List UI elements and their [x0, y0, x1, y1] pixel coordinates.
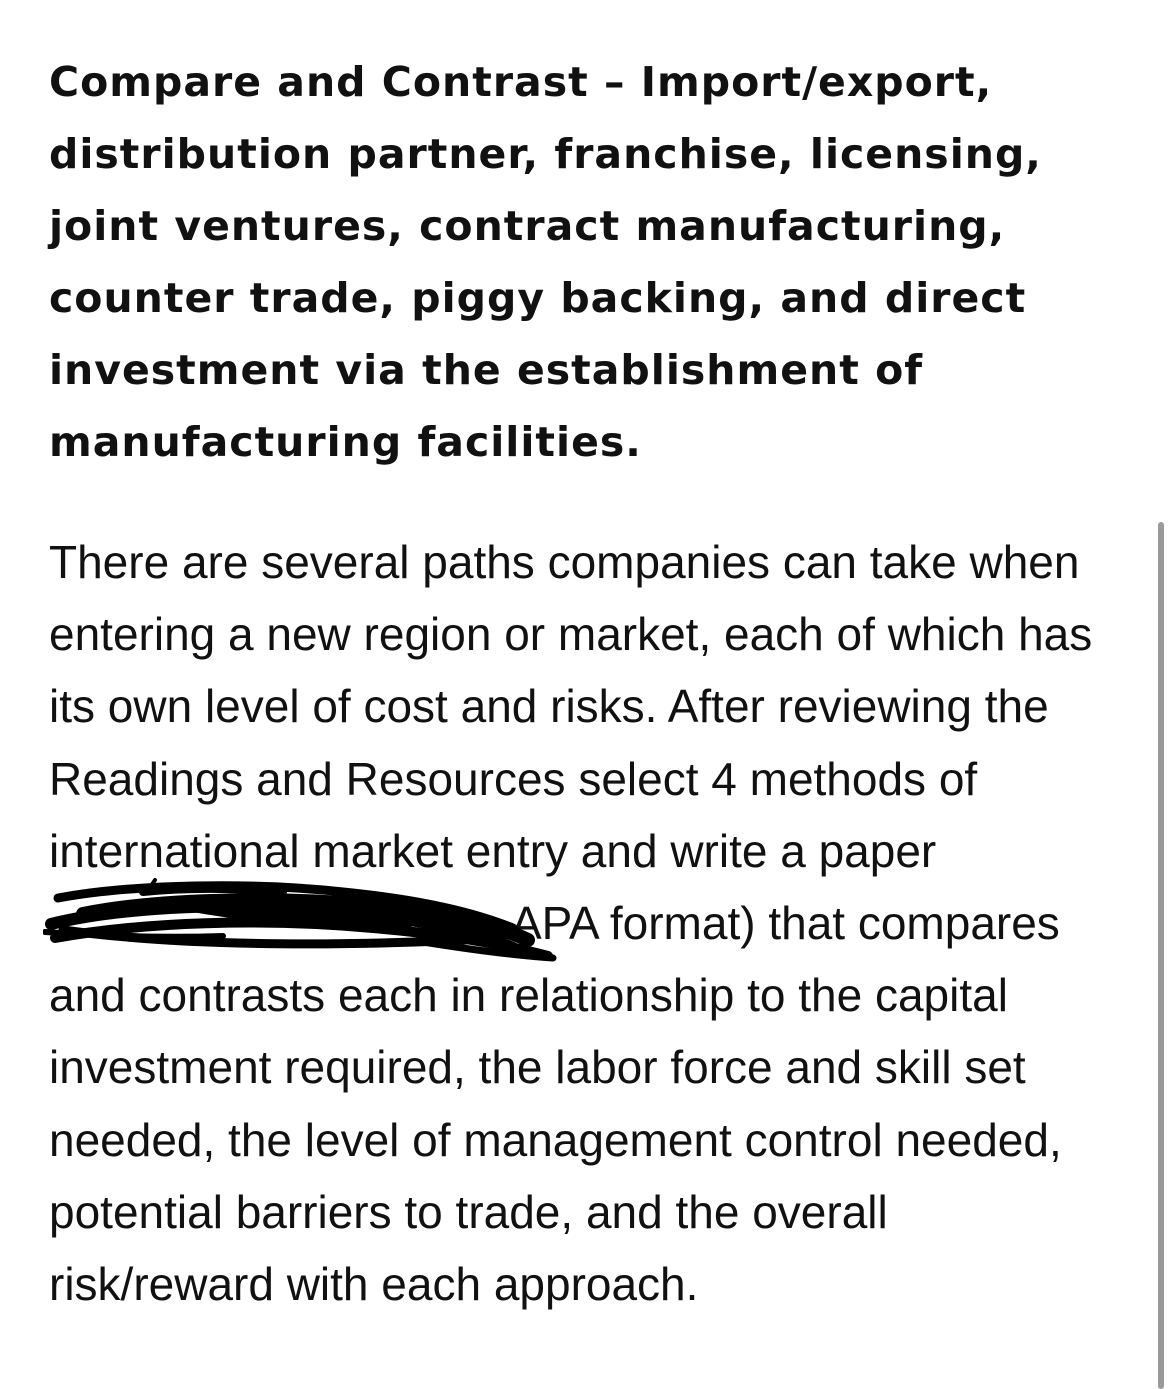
heading-line: distribution partner, franchise, licensing,	[49, 130, 1042, 178]
vertical-scrollbar[interactable]	[1158, 522, 1164, 1389]
paragraph-line: its own level of cost and risks. After reviewing the	[49, 680, 1049, 733]
paragraph-line-redacted	[49, 887, 1139, 959]
paragraph-line: and contrasts each in relationship to the capital	[49, 969, 1008, 1022]
paragraph-line: Readings and Resources select 4 methods of	[49, 752, 978, 805]
paragraph-line: international market entry and write a paper	[49, 824, 937, 877]
paragraph-line: needed, the level of management control needed,	[49, 1113, 1062, 1166]
question-heading	[49, 46, 1129, 478]
paragraph-line: risk/reward with each approach.	[49, 1258, 699, 1311]
heading-line: Compare and Contrast – Import/export,	[49, 58, 993, 106]
paragraph-line: potential barriers to trade, and the overall	[49, 1185, 888, 1238]
question-heading-block	[49, 46, 1129, 478]
instructions-paragraph	[49, 526, 1139, 1320]
paragraph-line: There are several paths companies can take when	[49, 536, 1080, 588]
paragraph-line: entering a new region or market, each of which has	[49, 608, 1093, 661]
heading-line: counter trade, piggy backing, and direct	[49, 274, 1027, 322]
heading-line: manufacturing facilities.	[49, 418, 642, 466]
paragraph-line: investment required, the labor force and skill set	[49, 1041, 1026, 1094]
heading-line: joint ventures, contract manufacturing,	[49, 202, 1006, 250]
paragraph-line-visible-text: APA format) that compares	[511, 897, 1060, 950]
heading-line: investment via the establishment of	[49, 346, 924, 394]
